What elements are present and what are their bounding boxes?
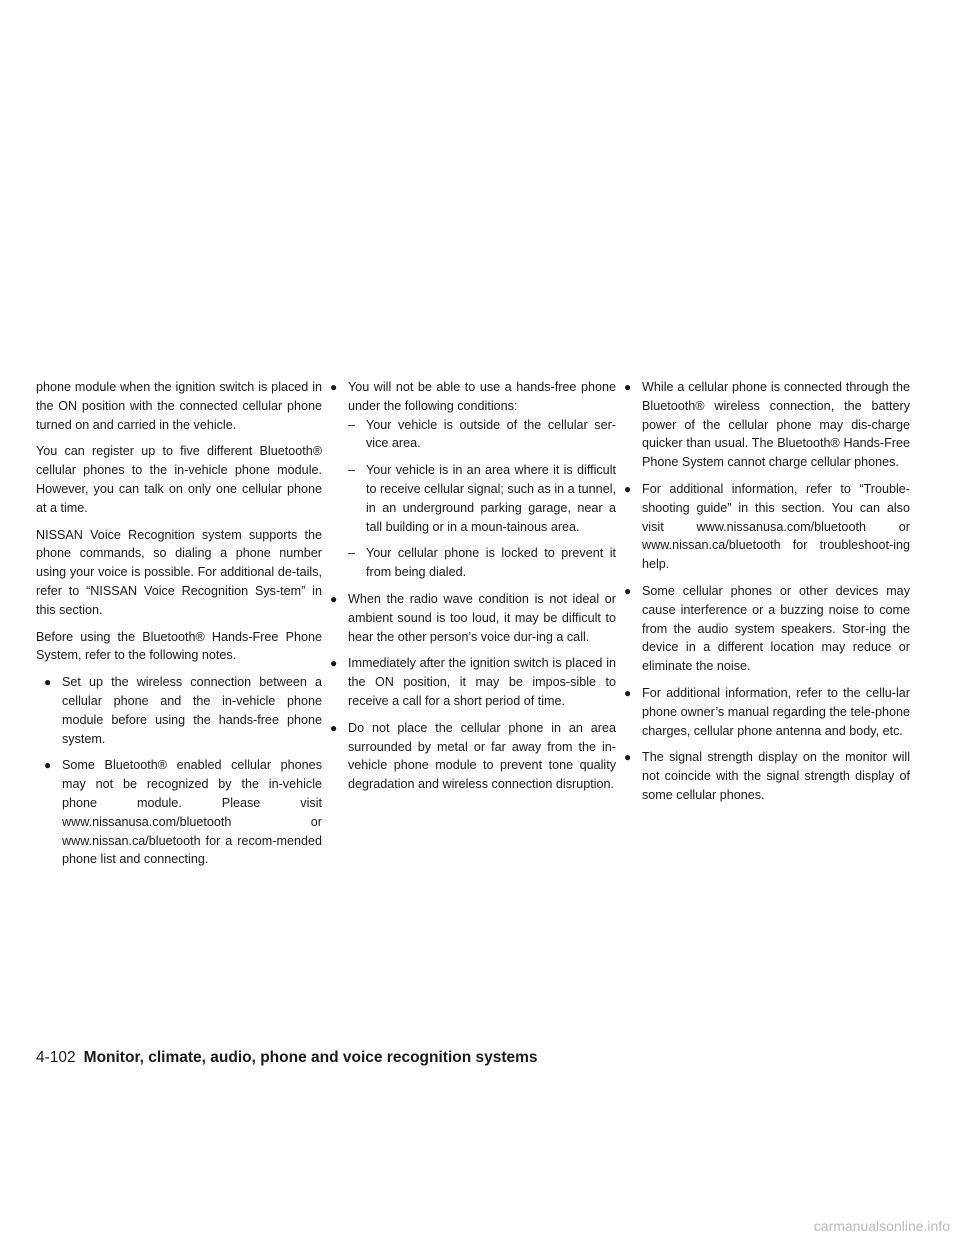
bullet-icon: ● bbox=[624, 481, 632, 496]
notes-list bbox=[36, 673, 322, 869]
section-title: Monitor, climate, audio, phone and voice recognition systems bbox=[83, 1049, 538, 1066]
list-item-text: Immediately after the ignition switch is placed in the ON position, it may be impos-sible to receive a call for a short period of time. bbox=[348, 656, 616, 708]
sub-list-item bbox=[348, 544, 616, 582]
bullet-icon: ● bbox=[330, 720, 338, 735]
paragraph: NISSAN Voice Recognition system supports the phone commands, so dialing a phone number using your voice is possible. For additional de-tails, refer to “NISSAN Voice Recognition Sys-tem” in this section. bbox=[36, 527, 322, 617]
list-item bbox=[44, 673, 322, 748]
conditions-list bbox=[348, 416, 616, 582]
list-item bbox=[330, 378, 616, 582]
sub-list-item bbox=[348, 461, 616, 536]
list-item bbox=[624, 582, 910, 676]
list-item bbox=[624, 378, 910, 472]
bullet-icon: ● bbox=[330, 380, 338, 394]
list-item-text: While a cellular phone is connected through the Bluetooth® wireless connection, the battery power of the cellular phone may dis-charge quicker than usual. The Bluetooth® Hands-Free Phone System cannot charge cellular phones. bbox=[642, 380, 910, 470]
bullet-icon: ● bbox=[624, 685, 632, 700]
list-item-text: Set up the wireless connection between a cellular phone and the in-vehicle phone module before using the hands-free phone system. bbox=[62, 675, 322, 746]
list-item bbox=[44, 756, 322, 869]
list-item-text: For additional information, refer to the cellu-lar phone owner’s manual regarding the tele-phone charges, cellular phone antenna and body, etc. bbox=[642, 685, 910, 738]
list-item bbox=[624, 748, 910, 804]
bullet-icon: ● bbox=[44, 675, 52, 690]
paragraph: Before using the Bluetooth® Hands-Free Phone System, refer to the following notes. bbox=[36, 629, 322, 663]
list-item bbox=[624, 684, 910, 740]
sub-list-item-text: Your vehicle is in an area where it is difficult to receive cellular signal; such as in a tunnel, in an underground parking garage, near a tall building or in a moun-tainous area. bbox=[366, 463, 616, 534]
paragraph: You can register up to five different Bluetooth® cellular phones to the in-vehicle phone module. However, you can talk on only one cellular phone at a time. bbox=[36, 444, 322, 515]
list-item-text: Some cellular phones or other devices may cause interference or a buzzing noise to come from the audio system speakers. Stor-ing the device in a different location may reduce or eliminate the noise. bbox=[642, 583, 910, 674]
list-item bbox=[330, 590, 616, 646]
list-item-text: The signal strength display on the monitor will not coincide with the signal strength display of some cellular phones. bbox=[642, 750, 910, 802]
dash-icon: – bbox=[348, 417, 356, 432]
list-item bbox=[624, 480, 910, 574]
bullet-icon: ● bbox=[330, 591, 338, 606]
notes-list bbox=[624, 378, 910, 805]
list-item-text: You will not be able to use a hands-free phone under the following conditions: bbox=[348, 380, 616, 413]
text-column-2 bbox=[330, 378, 616, 802]
sub-list-item-text: Your cellular phone is locked to prevent it from being dialed. bbox=[366, 546, 616, 580]
page-number: 4-102 bbox=[36, 1049, 76, 1066]
bullet-icon: ● bbox=[624, 583, 632, 598]
bullet-icon: ● bbox=[624, 750, 632, 765]
watermark: carmanualsonline.info bbox=[813, 1218, 950, 1234]
bullet-icon: ● bbox=[330, 656, 338, 671]
sub-list-item-text: Your vehicle is outside of the cellular ser-vice area. bbox=[366, 417, 616, 451]
list-item-text: Do not place the cellular phone in an area surrounded by metal or far away from the in-vehicle phone module to prevent tone quality degradation and wireless connection disruption. bbox=[348, 720, 616, 792]
text-column-3 bbox=[624, 378, 910, 813]
page-footer bbox=[36, 1049, 538, 1067]
bullet-icon: ● bbox=[44, 758, 52, 773]
sub-list-item bbox=[348, 416, 616, 454]
list-item bbox=[330, 654, 616, 710]
dash-icon: – bbox=[348, 546, 356, 561]
notes-list bbox=[330, 378, 616, 794]
list-item-text: When the radio wave condition is not ideal or ambient sound is too loud, it may be difficult to hear the other person’s voice dur-ing a call. bbox=[348, 591, 616, 644]
text-column-1 bbox=[36, 378, 322, 877]
list-item-text: For additional information, refer to “Trouble-shooting guide” in this section. You can also visit www.nissanusa.com/bluetooth or www.nissan.ca/bluetooth for troubleshoot-ing help. bbox=[642, 481, 910, 572]
dash-icon: – bbox=[348, 463, 356, 478]
list-item bbox=[330, 719, 616, 794]
paragraph: phone module when the ignition switch is placed in the ON position with the connected cellular phone turned on and carried in the vehicle. bbox=[36, 380, 322, 432]
bullet-icon: ● bbox=[624, 380, 632, 394]
list-item-text: Some Bluetooth® enabled cellular phones may not be recognized by the in-vehicle phone module. Please visit www.nissanusa.com/bluetooth or www.nissan.ca/bluetooth for a recom-mended phone list and connecting. bbox=[62, 758, 322, 867]
